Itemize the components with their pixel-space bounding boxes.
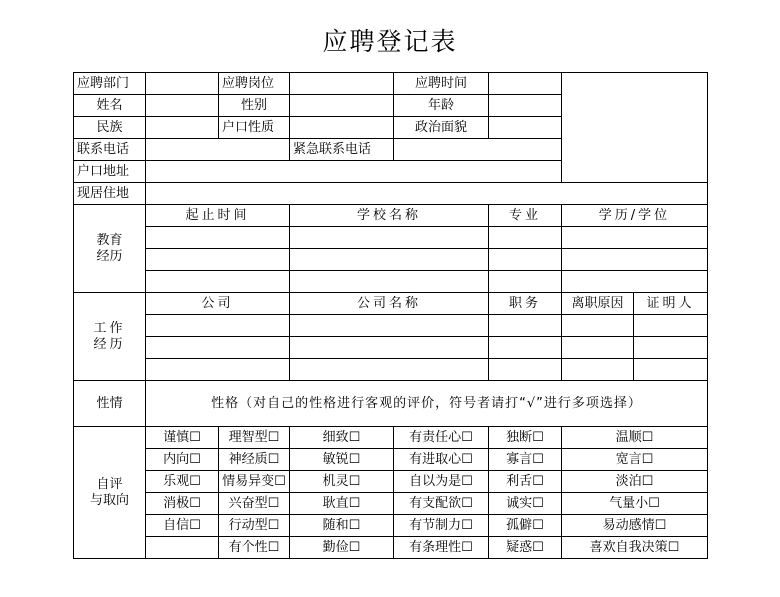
field-age[interactable]	[489, 95, 562, 117]
field-ethnicity[interactable]	[146, 117, 219, 139]
trait-checkbox[interactable]: 有责任心☐	[394, 427, 489, 449]
work-cell[interactable]	[146, 315, 290, 337]
trait-checkbox[interactable]: 敏锐☐	[290, 449, 394, 471]
field-apply-time[interactable]	[489, 73, 562, 95]
label-hukou-address: 户口地址	[74, 161, 146, 183]
trait-checkbox[interactable]: 谨慎☐	[146, 427, 219, 449]
field-political-status[interactable]	[489, 117, 562, 139]
label-apply-department: 应聘部门	[74, 73, 146, 95]
photo-area[interactable]	[562, 73, 708, 183]
work-header-row	[74, 293, 708, 315]
education-entry-row	[74, 227, 708, 249]
work-header-title: 职务	[489, 293, 562, 315]
trait-checkbox[interactable]: 寡言☐	[489, 449, 562, 471]
trait-checkbox[interactable]: 乐观☐	[146, 471, 219, 493]
trait-checkbox[interactable]: 宽言☐	[562, 449, 708, 471]
trait-checkbox[interactable]: 疑惑☐	[489, 537, 562, 559]
work-cell[interactable]	[562, 337, 634, 359]
self-eval-row	[74, 449, 708, 471]
field-phone[interactable]	[146, 139, 290, 161]
work-entry-row	[74, 359, 708, 381]
field-hukou-address[interactable]	[146, 161, 562, 183]
trait-checkbox[interactable]: 孤僻☐	[489, 515, 562, 537]
trait-checkbox[interactable]: 喜欢自我决策☐	[562, 537, 708, 559]
label-age: 年龄	[394, 95, 489, 117]
trait-checkbox[interactable]: 细致☐	[290, 427, 394, 449]
label-phone: 联系电话	[74, 139, 146, 161]
field-emergency-phone[interactable]	[394, 139, 562, 161]
label-hukou-type: 户口性质	[219, 117, 290, 139]
work-cell[interactable]	[489, 315, 562, 337]
trait-checkbox[interactable]: 自以为是☐	[394, 471, 489, 493]
trait-checkbox[interactable]: 自信☐	[146, 515, 219, 537]
trait-checkbox[interactable]: 内向☐	[146, 449, 219, 471]
work-header-company: 公司	[146, 293, 290, 315]
trait-checkbox[interactable]: 有进取心☐	[394, 449, 489, 471]
registration-form	[73, 72, 708, 559]
label-gender: 性别	[219, 95, 290, 117]
edu-cell[interactable]	[489, 227, 562, 249]
edu-cell[interactable]	[290, 271, 489, 293]
temperament-instruction: 性格（对自己的性格进行客观的评价，符号者请打“√”进行多项选择）	[146, 381, 708, 427]
temperament-label: 性情	[74, 381, 146, 427]
education-entry-row	[74, 249, 708, 271]
work-cell[interactable]	[634, 337, 708, 359]
trait-checkbox[interactable]: 兴奋型☐	[219, 493, 290, 515]
edu-cell[interactable]	[562, 227, 708, 249]
edu-cell[interactable]	[290, 227, 489, 249]
work-entry-row	[74, 337, 708, 359]
label-apply-time: 应聘时间	[394, 73, 489, 95]
label-political-status: 政治面貌	[394, 117, 489, 139]
page-title: 应聘登记表	[322, 27, 458, 56]
self-eval-label: 自评 与取向	[74, 427, 146, 559]
work-cell[interactable]	[290, 337, 489, 359]
edu-header-school: 学校名称	[290, 205, 489, 227]
trait-checkbox[interactable]: 独断☐	[489, 427, 562, 449]
trait-checkbox[interactable]: 诚实☐	[489, 493, 562, 515]
label-name: 姓名	[74, 95, 146, 117]
field-gender[interactable]	[290, 95, 394, 117]
label-apply-position: 应聘岗位	[219, 73, 290, 95]
work-cell[interactable]	[634, 315, 708, 337]
trait-checkbox[interactable]: 消极☐	[146, 493, 219, 515]
row-department	[74, 73, 708, 95]
work-cell[interactable]	[489, 359, 562, 381]
edu-cell[interactable]	[146, 249, 290, 271]
work-entry-row	[74, 315, 708, 337]
label-current-address: 现居住地	[74, 183, 146, 205]
field-name[interactable]	[146, 95, 219, 117]
education-header-row	[74, 205, 708, 227]
work-cell[interactable]	[562, 359, 634, 381]
trait-checkbox[interactable]: 温顺☐	[562, 427, 708, 449]
education-label: 教育 经历	[74, 205, 146, 293]
edu-cell[interactable]	[146, 227, 290, 249]
edu-cell[interactable]	[290, 249, 489, 271]
edu-cell[interactable]	[146, 271, 290, 293]
trait-checkbox[interactable]: 有支配欲☐	[394, 493, 489, 515]
edu-cell[interactable]	[562, 249, 708, 271]
self-eval-row	[74, 493, 708, 515]
field-apply-position[interactable]	[290, 73, 394, 95]
field-hukou-type[interactable]	[290, 117, 394, 139]
trait-checkbox[interactable]: 机灵☐	[290, 471, 394, 493]
work-header-reference: 证明人	[634, 293, 708, 315]
work-cell[interactable]	[489, 337, 562, 359]
trait-checkbox[interactable]: 易动感情☐	[562, 515, 708, 537]
work-cell[interactable]	[146, 359, 290, 381]
edu-cell[interactable]	[562, 271, 708, 293]
label-emergency-phone: 紧急联系电话	[290, 139, 394, 161]
label-ethnicity: 民族	[74, 117, 146, 139]
trait-checkbox[interactable]: 有个性☐	[219, 537, 290, 559]
work-label: 工作 经历	[74, 293, 146, 381]
trait-checkbox[interactable]: 情易异变☐	[219, 471, 290, 493]
trait-checkbox[interactable]: 利舌☐	[489, 471, 562, 493]
self-eval-row	[74, 427, 708, 449]
trait-checkbox[interactable]: 行动型☐	[219, 515, 290, 537]
row-current-address	[74, 183, 708, 205]
edu-header-degree: 学历/学位	[562, 205, 708, 227]
self-eval-row	[74, 471, 708, 493]
work-cell[interactable]	[290, 315, 489, 337]
trait-checkbox[interactable]: 勤俭☐	[290, 537, 394, 559]
work-cell[interactable]	[634, 359, 708, 381]
trait-checkbox[interactable]: 随和☐	[290, 515, 394, 537]
field-apply-department[interactable]	[146, 73, 219, 95]
temperament-row	[74, 381, 708, 427]
trait-checkbox[interactable]: 淡泊☐	[562, 471, 708, 493]
trait-checkbox[interactable]: 有条理性☐	[394, 537, 489, 559]
edu-cell[interactable]	[489, 249, 562, 271]
education-entry-row	[74, 271, 708, 293]
work-cell[interactable]	[290, 359, 489, 381]
trait-checkbox[interactable]: 耿直☐	[290, 493, 394, 515]
trait-checkbox[interactable]	[146, 537, 219, 559]
work-header-leave-reason: 离职原因	[562, 293, 634, 315]
field-current-address[interactable]	[146, 183, 708, 205]
trait-checkbox[interactable]: 气量小☐	[562, 493, 708, 515]
edu-cell[interactable]	[489, 271, 562, 293]
self-eval-row	[74, 515, 708, 537]
trait-checkbox[interactable]: 神经质☐	[219, 449, 290, 471]
trait-checkbox[interactable]: 理智型☐	[219, 427, 290, 449]
edu-header-period: 起止时间	[146, 205, 290, 227]
edu-header-major: 专业	[489, 205, 562, 227]
trait-checkbox[interactable]: 有节制力☐	[394, 515, 489, 537]
work-header-company-name: 公司名称	[290, 293, 489, 315]
self-eval-row	[74, 537, 708, 559]
work-cell[interactable]	[562, 315, 634, 337]
work-cell[interactable]	[146, 337, 290, 359]
